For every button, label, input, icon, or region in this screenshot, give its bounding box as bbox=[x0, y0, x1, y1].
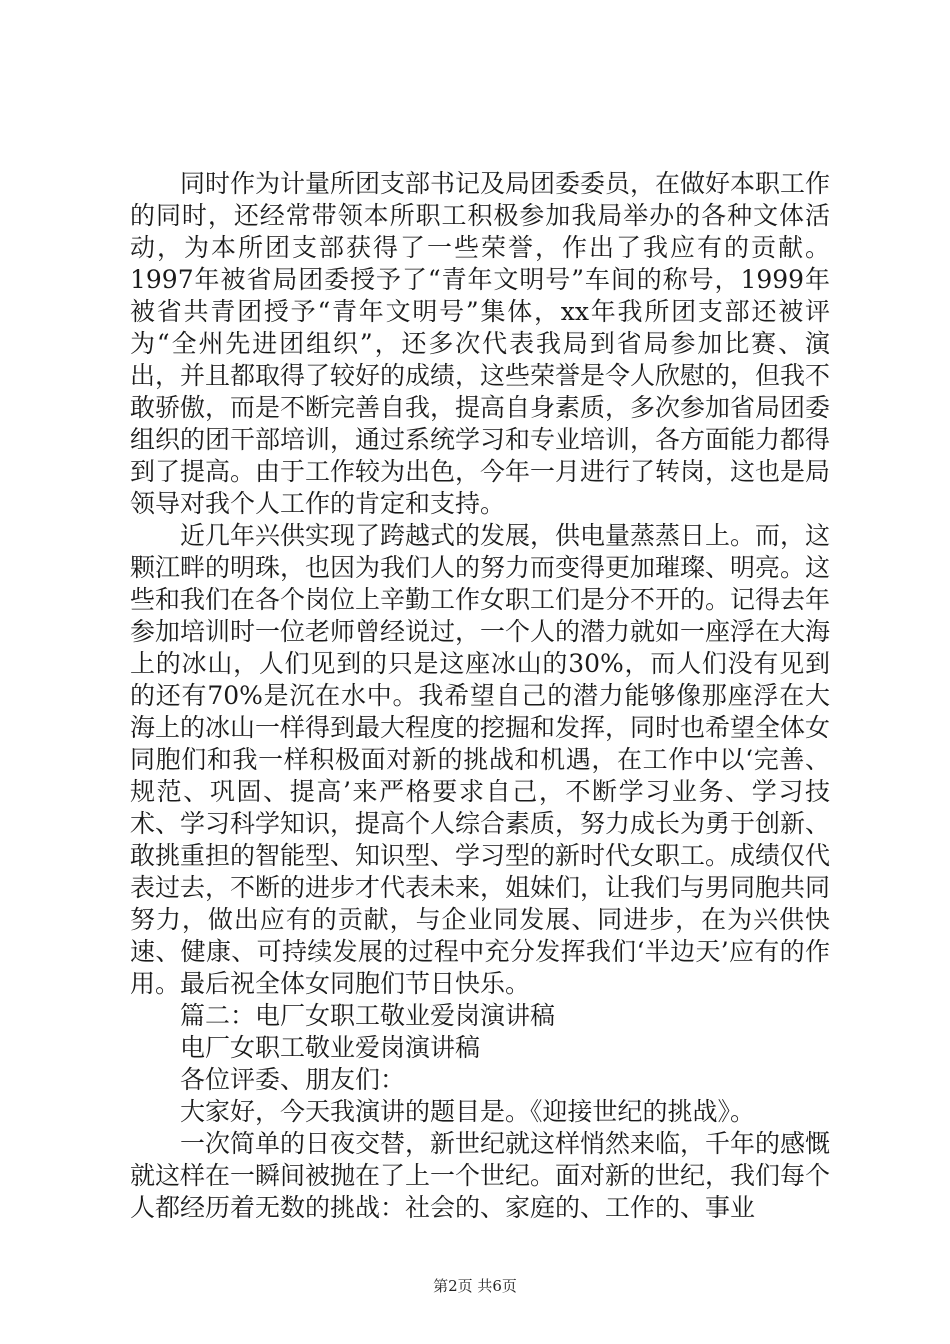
section-heading: 篇二：电厂女职工敬业爱岗演讲稿 bbox=[180, 1001, 556, 1030]
document-body bbox=[130, 168, 830, 1224]
greeting-paragraph: 大家好，今天我演讲的题目是。《迎接世纪的挑战》。 bbox=[180, 1097, 756, 1126]
salutation: 各位评委、朋友们： bbox=[180, 1065, 406, 1094]
paragraph-2: 近几年兴供实现了跨越式的发展，供电量蒸蒸日上。而，这颗江畔的明珠，也因为我们人的努力而变得更加璀璨、明亮。这些和我们在各个岗位上辛勤工作女职工们是分不开的。记得去年参加培训时一位老师曾经说过，一个人的潜力就如一座浮在大海上的冰山，人们见到的只是这座冰山的30%，而人们没有见到的还有70%是沉在水中。我希望自己的潜力能够像那座浮在大海上的冰山一样得到最大程度的挖掘和发挥，同时也希望全体女同胞们和我一样积极面对新的挑战和机遇，在工作中以‘完善、规范、巩固、提高’来严格要求自己，不断学习业务、学习技术、学习科学知识，提高个人综合素质，努力成长为勇于创新、敢挑重担的智能型、知识型、学习型的新时代女职工。成绩仅代表过去，不断的进步才代表未来，姐妹们，让我们与男同胞共同努力，做出应有的贡献，与企业同发展、同进步，在为兴供快速、健康、可持续发展的过程中充分发挥我们‘半边天’应有的作用。最后祝全体女同胞们节日快乐。 bbox=[130, 521, 831, 998]
page-number-footer: 第2页 共6页 bbox=[433, 1277, 517, 1295]
speech-title: 电厂女职工敬业爱岗演讲稿 bbox=[180, 1033, 481, 1062]
paragraph-1: 同时作为计量所团支部书记及局团委委员，在做好本职工作的同时，还经常带领本所职工积极参加我局举办的各种文体活动，为本所团支部获得了一些荣誉，作出了我应有的贡献。1997年被省局团委授予了“青年文明号”车间的称号，1999年被省共青团授予“青年文明号”集体，xx年我所团支部还被评为“全州先进团组织”，还多次代表我局到省局参加比赛、演出，并且都取得了较好的成绩，这些荣誉是令人欣慰的，但我不敢骄傲，而是不断完善自我，提高自身素质，多次参加省局团委组织的团干部培训，通过系统学习和专业培训，各方面能力都得到了提高。由于工作较为出色，今年一月进行了转岗，这也是局领导对我个人工作的肯定和支持。 bbox=[130, 169, 831, 518]
paragraph-7: 一次简单的日夜交替，新世纪就这样悄然来临，千年的感慨就这样在一瞬间被抛在了上一个世纪。面对新的世纪，我们每个人都经历着无数的挑战：社会的、家庭的、工作的、事业 bbox=[130, 1129, 831, 1222]
